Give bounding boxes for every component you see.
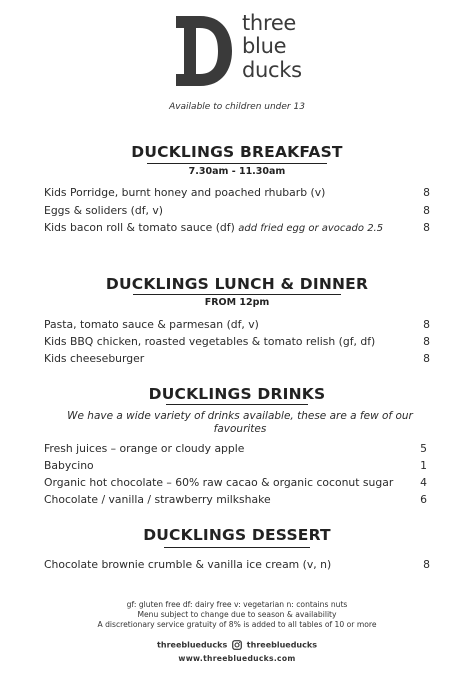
menu-price: 4: [420, 476, 427, 489]
menu-price: 8: [423, 558, 430, 571]
dessert-title: DUCKLINGS DESSERT: [143, 526, 331, 544]
logo-b-mark: [170, 12, 236, 90]
menu-price: 8: [423, 352, 430, 365]
brand-word-1: three: [242, 11, 297, 35]
menu-item: Fresh juices – orange or cloudy apple: [44, 442, 245, 455]
availability-note: Menu subject to change due to season & availability: [137, 610, 337, 619]
menu-price: 5: [420, 442, 427, 455]
breakfast-title: DUCKLINGS BREAKFAST: [131, 143, 343, 161]
lunch-title: DUCKLINGS LUNCH & DINNER: [105, 275, 369, 293]
menu-item: Babycino: [44, 459, 94, 472]
dessert-rule: [164, 547, 310, 548]
menu-price: 8: [423, 204, 430, 217]
menu-item: Chocolate brownie crumble & vanilla ice cream (v, n): [44, 558, 332, 571]
menu-item: Kids cheeseburger: [44, 352, 145, 365]
menu-price: 1: [420, 459, 427, 472]
breakfast-hours: 7.30am - 11.30am: [188, 166, 286, 177]
menu-price: 8: [423, 186, 430, 199]
dietary-legend: gf: gluten free df: dairy free v: vegetarian n: contains nuts: [126, 600, 348, 609]
menu-item-name: Kids bacon roll & tomato sauce (df): [44, 221, 235, 234]
menu-item: Eggs & soliders (df, v): [44, 204, 163, 217]
menu-price: 8: [423, 335, 430, 348]
menu-price: 8: [423, 221, 430, 234]
menu-item: [44, 221, 383, 234]
menu-item: Pasta, tomato sauce & parmesan (df, v): [44, 318, 259, 331]
brand-word-2: blue: [242, 34, 287, 58]
drinks-title: DUCKLINGS DRINKS: [148, 385, 326, 403]
social-handle-left: threeblueducks: [157, 640, 228, 650]
website-link[interactable]: www.threeblueducks.com: [178, 654, 296, 663]
menu-item: Kids BBQ chicken, roasted vegetables & tomato relish (gf, df): [44, 335, 376, 348]
age-note: Available to children under 13: [169, 102, 305, 112]
lunch-hours: FROM 12pm: [204, 297, 270, 308]
lunch-rule: [133, 294, 341, 295]
menu-item: Kids Porridge, burnt honey and poached rhubarb (v): [44, 186, 326, 199]
breakfast-rule: [147, 163, 327, 164]
drinks-rule: [166, 404, 308, 405]
social-handles: [0, 640, 474, 650]
menu-item: Chocolate / vanilla / strawberry milkshake: [44, 493, 271, 506]
social-handle-right: threeblueducks: [246, 640, 317, 650]
drinks-intro: We have a wide variety of drinks available, these are a few of our favourites: [67, 410, 413, 435]
menu-price: 8: [423, 318, 430, 331]
brand-logo: [170, 12, 320, 92]
gratuity-note: A discretionary service gratuity of 8% is added to all tables of 10 or more: [97, 620, 377, 629]
menu-item: Organic hot chocolate – 60% raw cacao & organic coconut sugar: [44, 476, 394, 489]
instagram-icon: [232, 640, 242, 650]
brand-word-3: ducks: [242, 58, 302, 82]
menu-item-addon: add fried egg or avocado 2.5: [238, 223, 384, 234]
menu-price: 6: [420, 493, 427, 506]
